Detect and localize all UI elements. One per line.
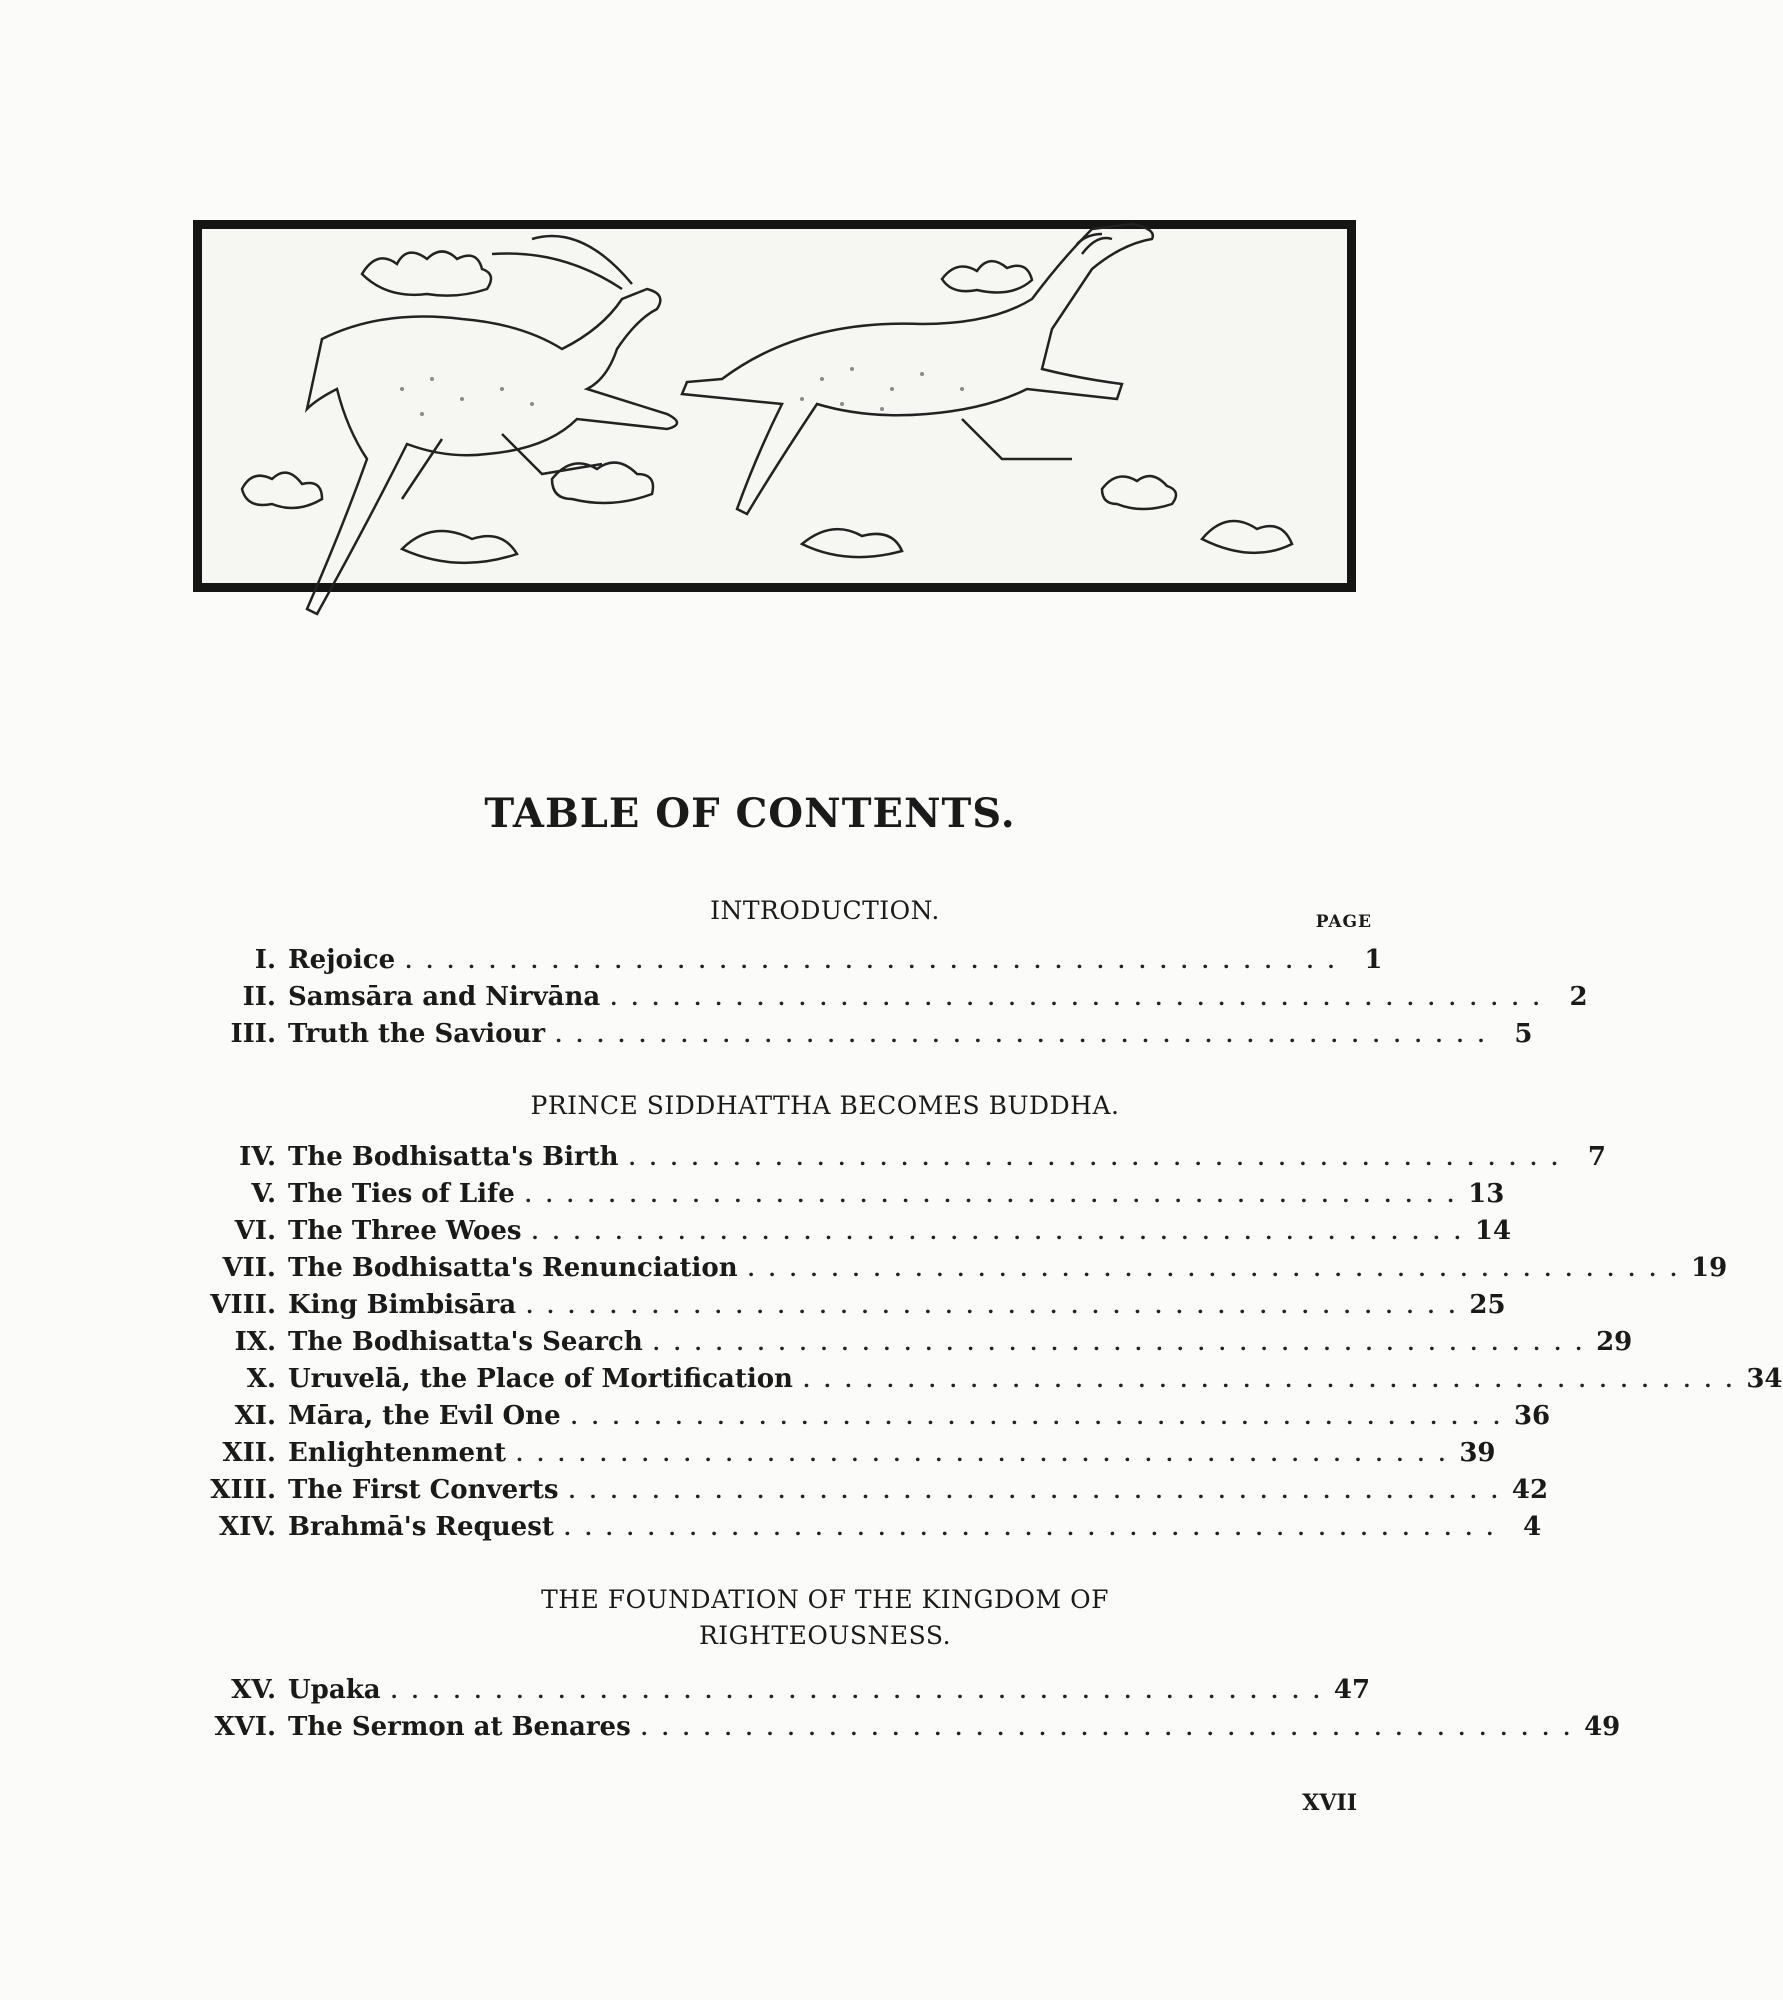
toc-entry[interactable] <box>160 1216 1512 1253</box>
entry-page: 13 <box>1468 1179 1505 1209</box>
toc-entry[interactable] <box>160 1401 1551 1438</box>
entry-page: 49 <box>1584 1712 1621 1742</box>
entry-page: 42 <box>1511 1475 1549 1505</box>
toc-entry[interactable] <box>160 1019 1533 1056</box>
entry-number: V. <box>251 1179 276 1209</box>
dot-leader: ............................................. <box>568 1479 1512 1503</box>
entry-title: Māra, the Evil One <box>288 1401 561 1431</box>
entry-title: The Ties of Life <box>288 1179 515 1209</box>
toc-entry[interactable] <box>160 1290 1506 1327</box>
entry-number: XI. <box>234 1401 276 1431</box>
entry-page: 36 <box>1513 1401 1551 1431</box>
toc-entry[interactable] <box>160 982 1588 1019</box>
entry-title: Brahmā's Request <box>288 1512 554 1542</box>
entry-page: 4 <box>1523 1512 1542 1542</box>
entry-number: II. <box>242 982 276 1012</box>
entry-title: Uruvelā, the Place of Mortification <box>288 1364 793 1394</box>
entry-title: Samsāra and Nirvāna <box>288 982 601 1012</box>
toc-entry[interactable] <box>160 1253 1728 1290</box>
entry-title: King Bimbisāra <box>288 1290 517 1320</box>
entry-title: Truth the Saviour <box>288 1019 546 1049</box>
dot-leader: ............................................. <box>563 1516 1508 1540</box>
dot-leader: ............................................. <box>640 1716 1585 1740</box>
toc-entry[interactable] <box>160 1475 1549 1512</box>
entry-number: VII. <box>222 1253 276 1283</box>
entry-number: XIII. <box>210 1475 276 1505</box>
entry-page: 1 <box>1364 945 1383 975</box>
entry-number: XIV. <box>218 1512 276 1542</box>
dot-leader: ............................................. <box>628 1146 1572 1170</box>
dot-leader: ............................................. <box>390 1679 1334 1703</box>
dot-leader: ............................................. <box>515 1442 1460 1466</box>
entry-page: 2 <box>1569 982 1588 1012</box>
entry-page: 14 <box>1474 1216 1512 1246</box>
dot-leader: ............................................. <box>531 1220 1475 1244</box>
entry-number: VI. <box>234 1216 276 1246</box>
entry-title: The First Converts <box>288 1475 559 1505</box>
toc-entry[interactable] <box>160 945 1383 982</box>
toc-entry[interactable] <box>160 1179 1505 1216</box>
entry-title: Rejoice <box>288 945 396 975</box>
page-title: TABLE OF CONTENTS. <box>484 790 1016 837</box>
page-folio: XVII <box>1302 1790 1357 1816</box>
entry-number: I. <box>254 945 276 975</box>
dot-leader: ............................................. <box>747 1257 1692 1281</box>
entry-number: XII. <box>222 1438 276 1468</box>
toc-entry[interactable] <box>160 1142 1606 1179</box>
entry-title: The Bodhisatta's Birth <box>288 1142 619 1172</box>
dot-leader: ............................................. <box>570 1405 1514 1429</box>
antelope-woodcut-illustration <box>193 220 1356 592</box>
dot-leader: ............................................. <box>610 986 1554 1010</box>
entry-title: Enlightenment <box>288 1438 506 1468</box>
entry-number: XVI. <box>214 1712 276 1742</box>
toc-entry[interactable] <box>160 1712 1621 1749</box>
entry-number: IV. <box>239 1142 276 1172</box>
section-heading-introduction: INTRODUCTION. <box>710 896 940 925</box>
entry-number: VIII. <box>210 1290 276 1320</box>
antelope-woodcut-svg <box>202 229 1347 583</box>
dot-leader: ............................................. <box>802 1368 1747 1392</box>
dot-leader: ............................................. <box>405 949 1349 973</box>
dot-leader: ............................................. <box>524 1183 1469 1207</box>
page-column-label: PAGE <box>1315 912 1372 932</box>
toc-entry[interactable] <box>160 1675 1371 1712</box>
entry-title: The Bodhisatta's Search <box>288 1327 643 1357</box>
entry-page: 39 <box>1459 1438 1496 1468</box>
section-heading-line2: RIGHTEOUSNESS. <box>698 1621 952 1650</box>
entry-number: III. <box>230 1019 276 1049</box>
entry-number: X. <box>246 1364 276 1394</box>
entry-page: 19 <box>1691 1253 1728 1283</box>
entry-page: 7 <box>1587 1142 1606 1172</box>
entry-page: 34 <box>1746 1364 1783 1394</box>
toc-entry[interactable] <box>160 1364 1783 1401</box>
entry-page: 5 <box>1514 1019 1533 1049</box>
toc-entry[interactable] <box>160 1327 1633 1364</box>
section-heading-foundation <box>300 1582 1350 1654</box>
entry-page: 47 <box>1333 1675 1371 1705</box>
entry-number: IX. <box>234 1327 276 1357</box>
entry-title: The Sermon at Benares <box>288 1712 631 1742</box>
toc-entry[interactable] <box>160 1512 1542 1549</box>
entry-page: 25 <box>1469 1290 1506 1320</box>
entry-title: The Three Woes <box>288 1216 522 1246</box>
section-heading-prince-siddhattha: PRINCE SIDDHATTHA BECOMES BUDDHA. <box>530 1091 1120 1120</box>
entry-page: 29 <box>1596 1327 1633 1357</box>
entry-number: XV. <box>231 1675 276 1705</box>
dot-leader: ............................................. <box>652 1331 1597 1355</box>
dot-leader: ............................................. <box>526 1294 1470 1318</box>
section-heading-line1: THE FOUNDATION OF THE KINGDOM OF <box>541 1585 1109 1614</box>
entry-title: Upaka <box>288 1675 381 1705</box>
entry-title: The Bodhisatta's Renunciation <box>288 1253 738 1283</box>
toc-entry[interactable] <box>160 1438 1496 1475</box>
dot-leader: ............................................. <box>555 1023 1499 1047</box>
